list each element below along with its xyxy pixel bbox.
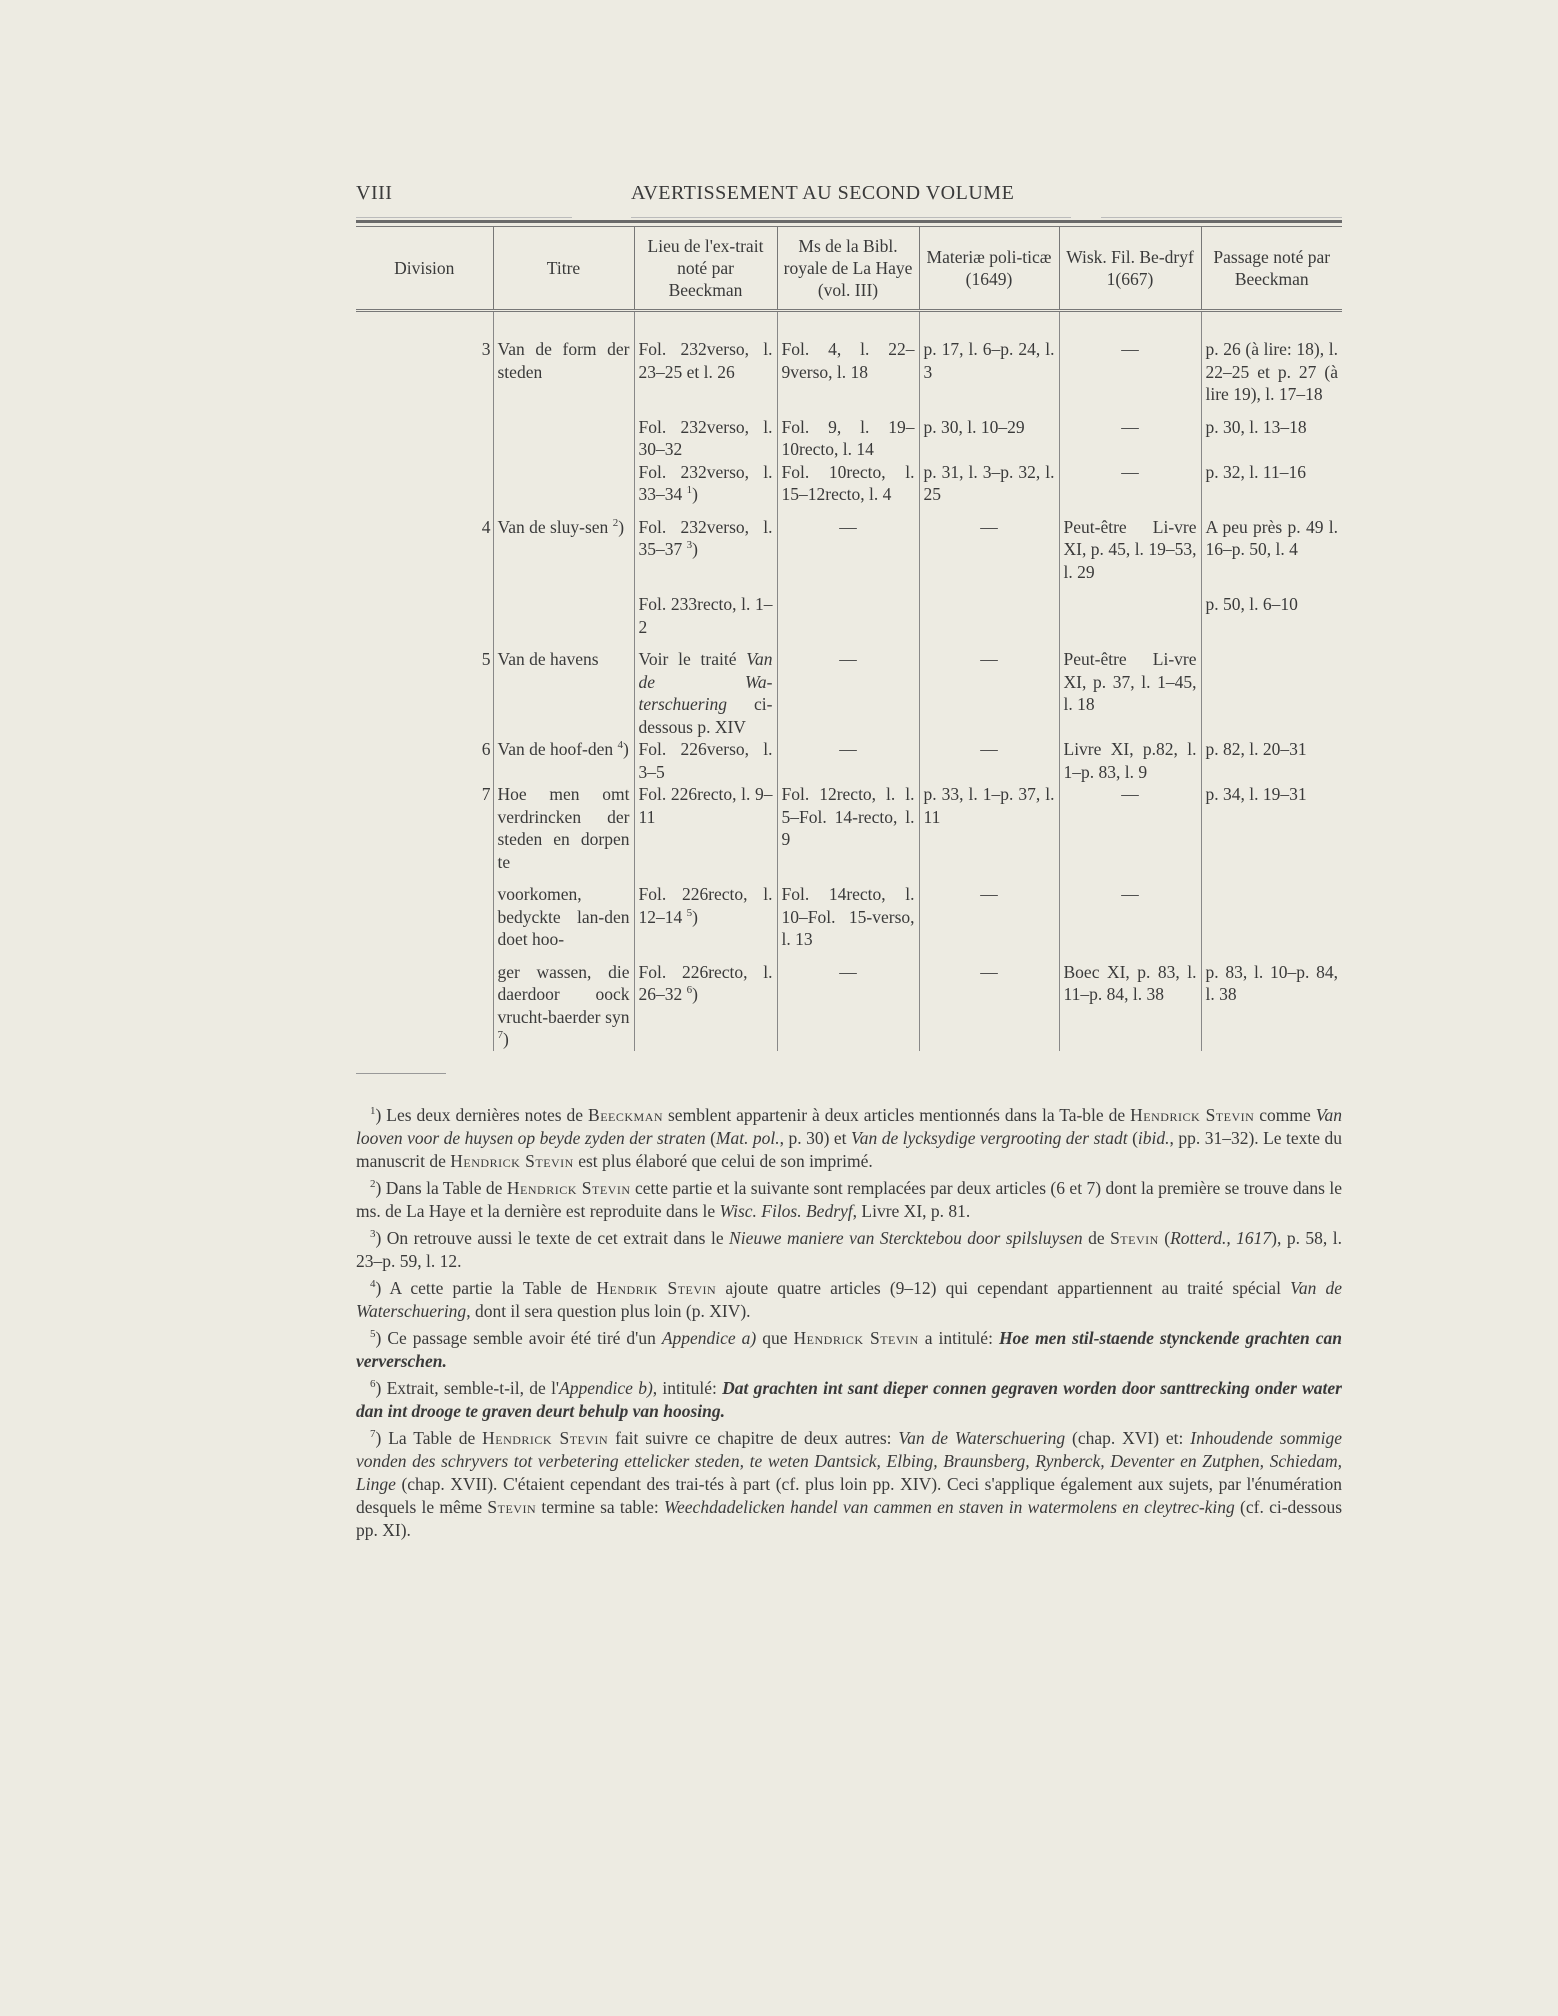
footnote-italic: Van looven voor de huysen op beyde zyden der straten — [356, 1104, 1343, 1148]
footnote-text: , intitulé: — [652, 1377, 723, 1398]
cell-pass — [1201, 311, 1342, 406]
table-row — [356, 638, 1342, 738]
footnote-italic: Wisc. Filos. Bedryf — [719, 1200, 853, 1221]
cell-text: — — [1121, 784, 1139, 804]
footnote-text: ) La Table de — [375, 1427, 483, 1448]
footnote-name: Hendrick Stevin — [450, 1150, 574, 1171]
cell-mat — [919, 873, 1059, 951]
cell-text: p. 33, l. 1–p. 37, l. 11 — [923, 784, 1055, 827]
cell-wisk — [1059, 638, 1201, 738]
cell-text: Peut-être Li-vre XI, p. 37, l. 1–45, l. 18 — [1063, 649, 1197, 714]
table-row — [356, 738, 1342, 783]
cell-ms — [777, 873, 919, 951]
cell-text: — — [1121, 416, 1139, 437]
footnote-text: comme — [1254, 1104, 1316, 1125]
footnote-bold-italic: Dat grachten int sant dieper connen gegraven worden door santtrecking onder water dan int drooge te graven deurt behulp van hoosing. — [356, 1377, 1342, 1421]
cell-text: 3 — [481, 339, 491, 359]
cell-text: — — [980, 516, 998, 537]
cell-pass — [1201, 951, 1342, 1051]
cell-titre — [493, 738, 634, 783]
cell-ms — [777, 638, 919, 738]
cell-text: Boec XI, p. 83, l. 11–p. 84, l. 38 — [1063, 961, 1197, 1004]
footnote-mark: 1 — [370, 1104, 376, 1117]
cell-text: — — [980, 739, 998, 759]
footnote-name: Hendrick Stevin — [1130, 1104, 1255, 1125]
footnote-italic: Van de Waterschuering — [356, 1277, 1342, 1321]
footnote-name: Hendrik Stevin — [596, 1277, 717, 1298]
cell-wisk — [1059, 738, 1201, 783]
column-header-ms: Ms de la Bibl. royale de La Haye (vol. III) — [777, 227, 919, 311]
cell-wisk — [1059, 783, 1201, 873]
cell-text: p. 83, l. 10–p. 84, l. 38 — [1205, 961, 1338, 1004]
footnote-text: , p. 30) et — [779, 1127, 851, 1148]
footnote — [356, 1327, 1342, 1373]
cell-div — [356, 583, 493, 638]
footnote-ref-paren: ) — [503, 1029, 509, 1049]
footnote-ref: 5 — [686, 906, 693, 919]
cell-text: — — [1121, 339, 1139, 359]
cell-text: Van de form der steden — [497, 339, 630, 382]
footnote — [356, 1277, 1342, 1323]
footnote-text: cette partie et la suivante sont remplacées par deux articles (6 et 7) dont la première se trouve dans le ms. de La Haye et la dernière est reproduite dans le — [356, 1177, 1342, 1221]
cell-div — [356, 506, 493, 584]
cell-text: Hoe men omt verdrincken der steden en dorpen te — [497, 784, 630, 872]
cell-text: Fol. 226recto, l. 9–11 — [638, 784, 773, 827]
footnote — [356, 1177, 1342, 1223]
footnote-italic: Inhoudende sommige vonden des schryvers tot verbetering ettelicker steden, te weten Dantsick, Elbing, Braunsberg, Rynberck, Deventer en Zutphen, Schiedam, Linge — [356, 1427, 1343, 1494]
footnote-italic: Appendice a) — [661, 1327, 757, 1348]
footnote-ref-paren: ) — [623, 739, 629, 759]
table-row — [356, 406, 1342, 461]
cell-titre — [493, 583, 634, 638]
footnote-italic: Nieuwe maniere van Stercktebou door spilsluysen — [729, 1227, 1083, 1248]
cell-pass — [1201, 738, 1342, 783]
cell-titre — [493, 406, 634, 461]
cell-div — [356, 783, 493, 873]
footnote — [356, 1377, 1342, 1423]
footnote-text: termine sa table: — [536, 1496, 665, 1517]
cell-text: p. 30, l. 10–29 — [923, 416, 1025, 437]
cell-ms — [777, 506, 919, 584]
header-rule-mid — [631, 217, 1071, 218]
table-header-row — [356, 227, 1342, 311]
footnote-ref-paren: ) — [618, 516, 625, 537]
cell-text: Van de hoof-den — [497, 739, 614, 759]
cell-lieu — [634, 583, 777, 638]
page — [356, 178, 1342, 1546]
header-rule-left — [356, 217, 572, 218]
footnote-italic: ibid. — [1137, 1127, 1170, 1148]
cell-text: 5 — [481, 649, 491, 669]
cell-text: p. 32, l. 11–16 — [1205, 461, 1306, 482]
cell-div — [356, 311, 493, 406]
cell-lieu — [634, 506, 777, 584]
cell-div — [356, 461, 493, 506]
footnote-mark: 5 — [370, 1327, 376, 1340]
table-row — [356, 951, 1342, 1051]
footnote-text: ) A cette partie la Table de — [375, 1277, 597, 1298]
running-header — [356, 178, 1342, 218]
table-body — [356, 311, 1342, 1051]
column-header-division: Division — [356, 227, 493, 311]
cell-wisk — [1059, 583, 1201, 638]
footnote-ref: 3 — [686, 539, 693, 552]
table-row — [356, 461, 1342, 506]
cell-text: Fol. 14recto, l. 10–Fol. 15-verso, l. 13 — [781, 884, 915, 949]
cell-text: Fol. 10recto, l. 15–12recto, l. 4 — [781, 461, 915, 504]
footnote-ref-paren: ) — [692, 906, 698, 927]
cell-pass — [1201, 783, 1342, 873]
cell-div — [356, 738, 493, 783]
cell-italic: Van de Wa-terschuering — [638, 649, 773, 714]
footnote-text: ), p. 58, l. 23–p. 59, l. 12. — [356, 1227, 1342, 1271]
cell-ms — [777, 783, 919, 873]
footnote-text: (cf. ci-dessous pp. XI). — [356, 1496, 1342, 1540]
cell-text: Fol. 232verso, l. 30–32 — [638, 416, 773, 459]
footnote-mark: 3 — [370, 1227, 376, 1240]
cell-text: Fol. 232verso, l. 35–37 — [638, 516, 773, 559]
cell-wisk — [1059, 311, 1201, 406]
footnote-mark: 6 — [370, 1377, 376, 1390]
cell-text: — — [980, 884, 998, 904]
footnote-mark: 2 — [370, 1177, 376, 1190]
footnote-text: semblent appartenir à deux articles mentionnés dans la Ta-ble de — [663, 1104, 1131, 1125]
footnote-text: ( — [1158, 1227, 1171, 1248]
cell-titre — [493, 506, 634, 584]
footnote — [356, 1427, 1342, 1542]
cell-wisk — [1059, 873, 1201, 951]
cell-pass — [1201, 406, 1342, 461]
footnote-name: Stevin — [1110, 1227, 1159, 1248]
cell-text: — — [839, 649, 857, 669]
cell-text: p. 30, l. 13–18 — [1205, 416, 1307, 437]
footnote-italic: Weechdadelicken handel van cammen en staven in watermolens en cleytrec-king — [664, 1496, 1235, 1517]
cell-lieu — [634, 951, 777, 1051]
footnote-bold-italic: Hoe men stil-staende stynckende grachten can ververschen. — [356, 1327, 1342, 1371]
footnote-text: fait suivre ce chapitre de deux autres: — [608, 1427, 899, 1448]
footnote-text: ) Dans la Table de — [375, 1177, 507, 1198]
cell-text: — — [839, 961, 857, 982]
cell-wisk — [1059, 506, 1201, 584]
table-row — [356, 311, 1342, 406]
cell-mat — [919, 738, 1059, 783]
cell-mat — [919, 583, 1059, 638]
cell-text: 7 — [481, 784, 491, 804]
column-header-passage: Passage noté par Beeckman — [1213, 247, 1331, 289]
cell-text: p. 82, l. 20–31 — [1205, 739, 1307, 759]
cell-lieu — [634, 461, 777, 506]
footnote-text: ( — [705, 1127, 716, 1148]
header-rule-right — [1101, 217, 1342, 218]
footnote-rule — [356, 1073, 446, 1074]
footnote-italic: Van de lycksydige vergrooting der stadt — [850, 1127, 1128, 1148]
cell-mat — [919, 638, 1059, 738]
footnote-ref: 2 — [612, 516, 619, 529]
cell-ms — [777, 583, 919, 638]
footnote-name: Hendrick Stevin — [793, 1327, 919, 1348]
cell-lieu — [634, 873, 777, 951]
cell-mat — [919, 506, 1059, 584]
footnote-ref: 4 — [617, 739, 624, 752]
cell-titre — [493, 461, 634, 506]
cell-lieu — [634, 738, 777, 783]
cell-wisk — [1059, 406, 1201, 461]
footnote — [356, 1104, 1342, 1173]
cell-lieu — [634, 311, 777, 406]
page-title: AVERTISSEMENT AU SECOND VOLUME — [631, 182, 1015, 204]
cell-wisk — [1059, 461, 1201, 506]
cell-div — [356, 951, 493, 1051]
cell-text: — — [1121, 884, 1139, 904]
cell-text: p. 50, l. 6–10 — [1205, 594, 1298, 614]
cell-text: Voir le traité — [638, 649, 737, 669]
column-header-materiae: Materiæ poli-ticæ (1649) — [919, 227, 1059, 311]
cell-text: p. 26 (à lire: 18), l. 22–25 et p. 27 (à lire 19), l. 17–18 — [1205, 339, 1338, 404]
cell-text: — — [980, 961, 998, 982]
cell-titre — [493, 783, 634, 873]
cell-ms — [777, 738, 919, 783]
footnote-text: ) Les deux dernières notes de — [375, 1104, 589, 1125]
cell-mat — [919, 406, 1059, 461]
footnote-text: ajoute quatre articles (9–12) qui cependant appartiennent au traité spécial — [716, 1277, 1291, 1298]
footnote-text: ( — [1127, 1127, 1138, 1148]
cell-pass — [1201, 638, 1342, 738]
cell-text: Fol. 4, l. 22–9verso, l. 18 — [781, 339, 915, 382]
cell-text: — — [980, 649, 998, 669]
footnote-text: (chap. XVII). C'étaient cependant des trai-tés à part (cf. plus loin pp. XIV). Ceci s'applique également aux sujets, par l'énumération desquels le même — [356, 1473, 1342, 1517]
footnote-text: de — [1082, 1227, 1111, 1248]
cell-titre — [493, 311, 634, 406]
cell-lieu — [634, 638, 777, 738]
footnote-text: ) On retrouve aussi le texte de cet extrait dans le — [375, 1227, 730, 1248]
cell-pass — [1201, 873, 1342, 951]
concordance-table — [356, 227, 1342, 1051]
cell-wisk — [1059, 951, 1201, 1051]
cell-titre — [493, 638, 634, 738]
footnote-text: (chap. XVI) et: — [1065, 1427, 1191, 1448]
footnote-ref-paren: ) — [692, 484, 698, 504]
footnote-mark: 7 — [370, 1427, 376, 1440]
cell-text: Fol. 226recto, l. 26–32 — [638, 961, 773, 1004]
cell-div — [356, 638, 493, 738]
footnote-text: , pp. 31–32). Le texte du manuscrit de — [356, 1127, 1342, 1171]
cell-text: — — [839, 516, 857, 537]
cell-text: A peu près p. 49 l. 16–p. 50, l. 4 — [1205, 516, 1338, 559]
cell-pass — [1201, 583, 1342, 638]
cell-ms — [777, 406, 919, 461]
footnote-name: Hendrick Stevin — [506, 1177, 631, 1198]
cell-tail: ci-dessous p. XIV — [638, 694, 773, 737]
table-row — [356, 873, 1342, 951]
cell-text: Fol. 232verso, l. 33–34 — [638, 461, 773, 504]
cell-pass — [1201, 461, 1342, 506]
cell-pass — [1201, 506, 1342, 584]
cell-text: Fol. 233recto, l. 1–2 — [638, 594, 773, 637]
column-header-lieu: Lieu de l'ex-trait noté par Beeckman — [634, 227, 777, 311]
cell-lieu — [634, 783, 777, 873]
cell-mat — [919, 783, 1059, 873]
cell-text: voorkomen, bedyckte lan-den doet hoo- — [497, 884, 630, 949]
footnote — [356, 1227, 1342, 1273]
footnotes — [356, 1104, 1342, 1542]
footnote-name: Beeckman — [588, 1104, 664, 1125]
footnote-ref: 1 — [686, 484, 693, 497]
footnote-mark: 4 — [370, 1277, 376, 1290]
cell-text: 6 — [481, 739, 491, 759]
footnote-text: est plus élaboré que celui de son imprimé. — [573, 1150, 873, 1171]
cell-div — [356, 406, 493, 461]
footnote-name: Stevin — [487, 1496, 537, 1517]
footnote-text: , Livre XI, p. 81. — [852, 1200, 971, 1221]
footnote-text: , dont il sera question plus loin (p. XIV). — [466, 1300, 751, 1321]
cell-text: Fol. 226verso, l. 3–5 — [638, 739, 773, 782]
cell-text: Fol. 9, l. 19–10recto, l. 14 — [781, 416, 915, 459]
footnote-italic: Van de Waterschuering — [898, 1427, 1066, 1448]
footnote-ref: 6 — [686, 984, 693, 997]
cell-lieu — [634, 406, 777, 461]
footnote-text: ) Ce passage semble avoir été tiré d'un — [375, 1327, 662, 1348]
cell-text: Van de havens — [497, 649, 599, 669]
cell-text: ger wassen, die daerdoor oock vrucht-baerder syn — [497, 961, 630, 1027]
footnote-ref-paren: ) — [692, 539, 698, 559]
cell-text: — — [839, 739, 857, 759]
cell-mat — [919, 951, 1059, 1051]
footnote-ref-paren: ) — [692, 984, 698, 1004]
table-row — [356, 583, 1342, 638]
cell-mat — [919, 311, 1059, 406]
page-number: VIII — [356, 182, 393, 204]
cell-titre — [493, 873, 634, 951]
footnote-italic: Appendice b) — [559, 1377, 653, 1398]
footnote-ref: 7 — [497, 1029, 503, 1042]
column-header-titre: Titre — [493, 227, 634, 311]
cell-text: Fol. 232verso, l. 23–25 et l. 26 — [638, 339, 773, 382]
table-row — [356, 783, 1342, 873]
cell-div — [356, 873, 493, 951]
footnote-text: ) Extrait, semble-t-il, de l' — [375, 1377, 560, 1398]
cell-text: p. 31, l. 3–p. 32, l. 25 — [923, 461, 1055, 504]
footnote-text: a intitulé: — [918, 1327, 999, 1348]
column-header-wisk: Wisk. Fil. Be-dryf 1(667) — [1059, 227, 1201, 311]
cell-ms — [777, 311, 919, 406]
cell-text: — — [1121, 461, 1139, 482]
table-top-rule — [356, 220, 1342, 223]
cell-text: Peut-être Li-vre XI, p. 45, l. 19–53, l. 29 — [1063, 516, 1197, 582]
cell-mat — [919, 461, 1059, 506]
footnote-text: que — [756, 1327, 794, 1348]
cell-text: 4 — [481, 516, 491, 537]
cell-ms — [777, 951, 919, 1051]
cell-text: Livre XI, p.82, l. 1–p. 83, l. 9 — [1063, 739, 1197, 782]
cell-text: p. 34, l. 19–31 — [1205, 784, 1307, 804]
footnote-italic: Rotterd., 1617 — [1170, 1227, 1272, 1248]
cell-text: Van de sluy-sen — [497, 516, 609, 537]
table-row — [356, 506, 1342, 584]
cell-text: p. 17, l. 6–p. 24, l. 3 — [923, 339, 1055, 382]
cell-text: Fol. 226recto, l. 12–14 — [638, 884, 773, 927]
footnote-italic: Mat. pol. — [715, 1127, 780, 1148]
cell-text: Fol. 12recto, l. l. 5–Fol. 14-recto, l. 9 — [781, 784, 915, 849]
footnote-name: Hendrick Stevin — [482, 1427, 609, 1448]
cell-ms — [777, 461, 919, 506]
cell-titre — [493, 951, 634, 1051]
